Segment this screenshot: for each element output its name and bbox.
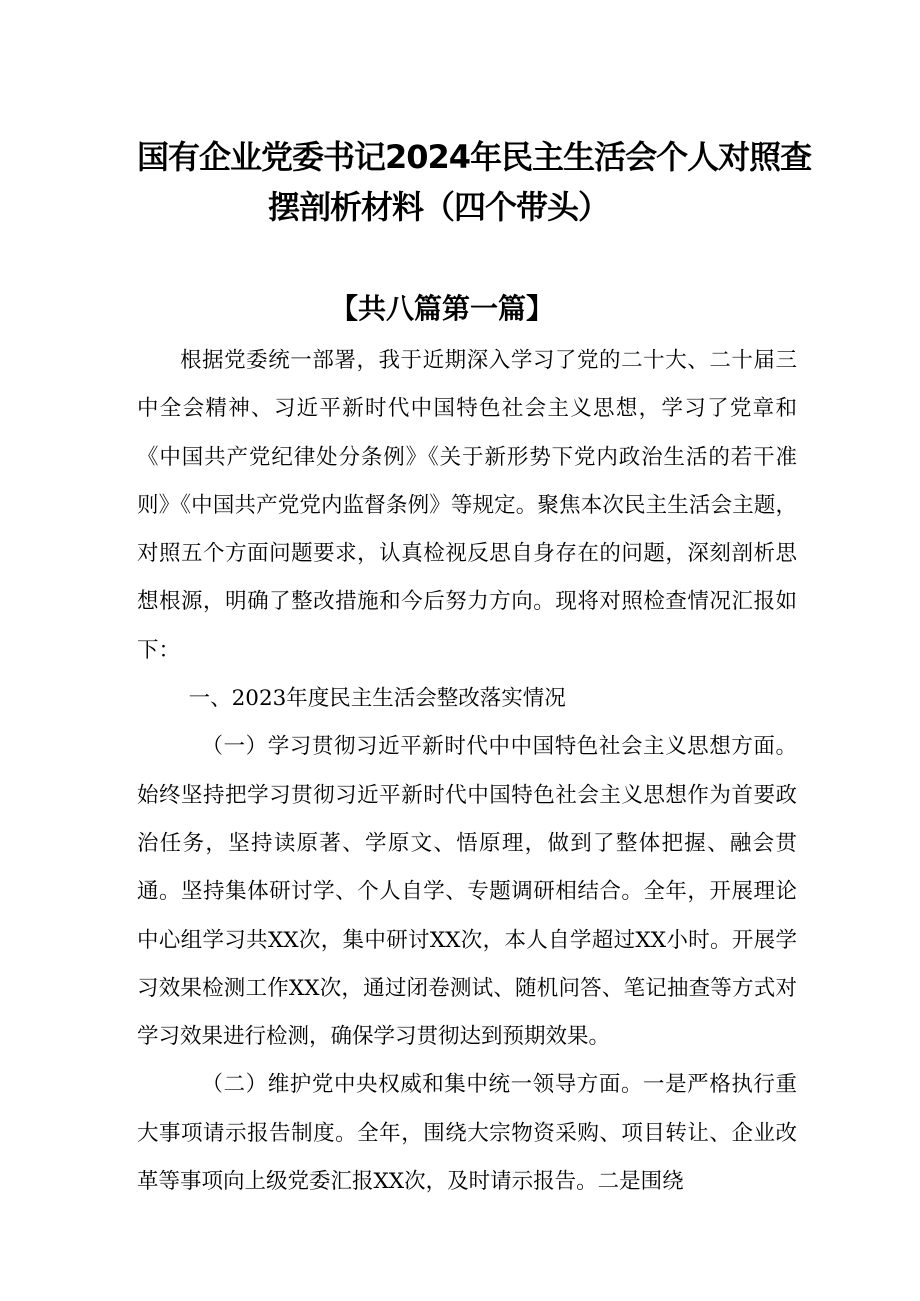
document-subtitle: 【共八篇第一篇】 bbox=[330, 292, 555, 325]
subsection-paragraph-2: （二）维护党中央权威和集中统一领导方面。一是严格执行重大事项请示报告制度。全年，围绕大宗物资采购、项目转让、企业改革等事项向上级党委汇报XX次，及时请示报告。二是围绕 bbox=[137, 1072, 797, 1195]
intro-paragraph: 根据党委统一部署，我于近期深入学习了党的二十大、二十届三中全会精神、习近平新时代中国特色社会主义思想，学习了党章和《中国共产党纪律处分条例》《关于新形势下党内政治生活的若干准则》《中国共产党党内监督条例》等规定。聚焦本次民主生活会主题，对照五个方面问题要求，认真检视反思自身存在的问题，深刻剖析思想根源，明确了整改措施和今后努力方向。现将对照检查情况汇报如下： bbox=[137, 348, 797, 663]
document-title-line2: 摆剖析材料（四个带头） bbox=[268, 188, 610, 226]
document-title-line1: 国有企业党委书记2024年民主生活会个人对照查 bbox=[137, 138, 812, 176]
subsection-paragraph-1: （一）学习贯彻习近平新时代中中国特色社会主义思想方面。始终坚持把学习贯彻习近平新时代中国特色社会主义思想作为首要政治任务，坚持读原著、学原文、悟原理，做到了整体把握、融会贯通。坚持集体研讨学、个人自学、专题调研相结合。全年，开展理论中心组学习共XX次，集中研讨XX次，本人自学超过XX小时。开展学习效果检测工作XX次，通过闭卷测试、随机问答、笔记抽查等方式对学习效果进行检测，确保学习贯彻达到预期效果。 bbox=[137, 734, 797, 1050]
document-body bbox=[137, 337, 797, 1206]
section-heading-1: 一、2023年度民主生活会整改落实情况 bbox=[188, 686, 566, 712]
